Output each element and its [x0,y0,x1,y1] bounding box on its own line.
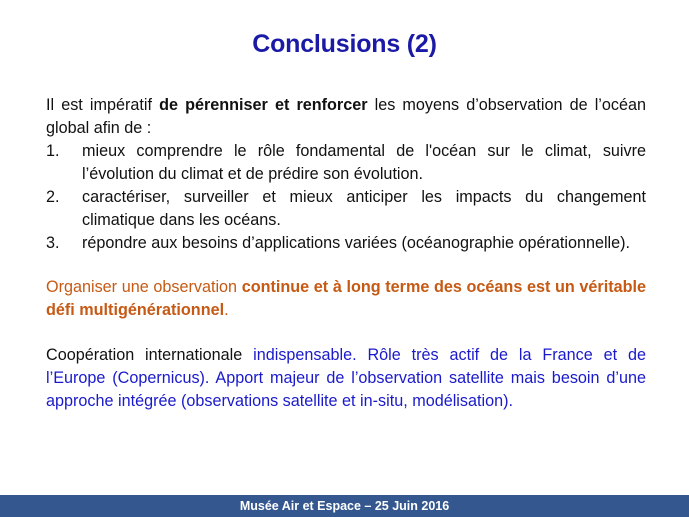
list-item-number: 1. [46,142,60,160]
intro-suffix: les moyens d’observation de l’océan global afin de : [46,96,646,137]
slide-title: Conclusions (2) [252,30,437,58]
list-item [46,186,646,232]
list-item-number: 3. [46,234,60,252]
cooperation-black: Coopération internationale [46,346,254,364]
intro-paragraph [46,94,646,140]
organiser-paragraph [46,276,646,322]
footer-text: Musée Air et Espace – 25 Juin 2016 [239,499,450,513]
list-item [46,232,646,255]
footer-bar [0,495,689,517]
organiser-bold: continue et à long terme des océans est un véritable défi multigénérationnel [46,278,646,319]
list-item-number: 2. [46,188,60,206]
list-item-text: mieux comprendre le rôle fondamental de l'océan sur le climat, suivre l’évolution du climat et de prédire son évolution. [82,142,646,183]
list-item-text: répondre aux besoins d’applications variées (océanographie opérationnelle). [82,234,631,252]
slide-content [46,94,646,413]
objectives-list [46,140,646,255]
organiser-suffix: . [224,301,229,319]
intro-bold: de pérenniser et renforcer [159,96,368,114]
cooperation-blue: indispensable. Rôle très actif de la France et de l’Europe (Copernicus). Apport majeur de l’observation satellite mais besoin d’une approche intégrée (observations satellite et in-situ, modélisation). [46,346,646,410]
list-item-text: caractériser, surveiller et mieux anticiper les impacts du changement climatique dans les océans. [82,188,646,229]
cooperation-paragraph [46,344,646,413]
intro-prefix: Il est impératif [46,96,160,114]
list-item [46,140,646,186]
organiser-prefix: Organiser une observation [46,278,242,296]
